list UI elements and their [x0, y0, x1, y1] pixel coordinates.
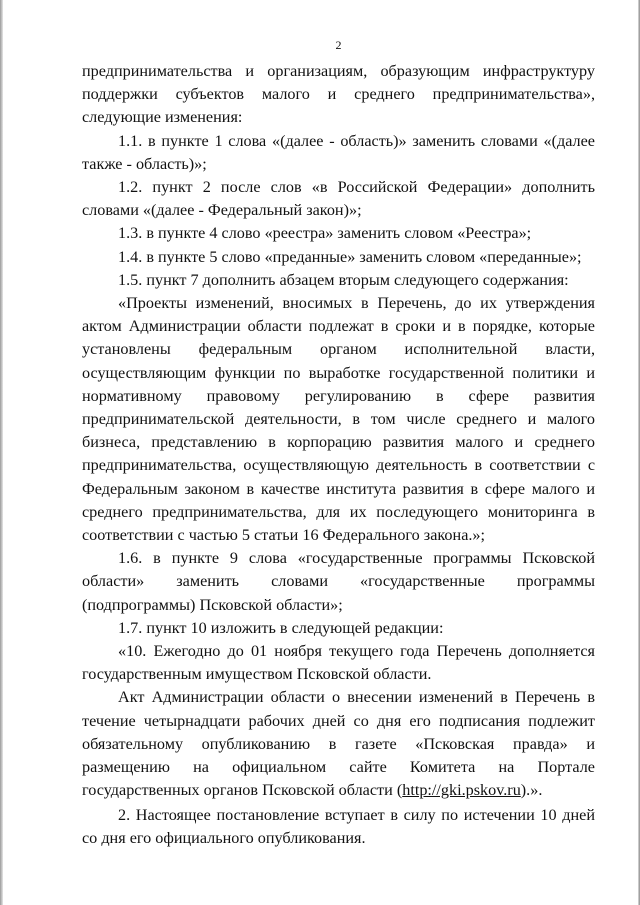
document-page	[82, 38, 595, 850]
page-number: 2	[335, 38, 342, 52]
item-1-6: 1.6. в пункте 9 слова «государственные программы Псковской области» заменить словами «государственные программы (подпрограммы) Псковской области»;	[82, 549, 595, 614]
item-1-5-quote: «Проекты изменений, вносимых в Перечень, до их утверждения актом Администрации области подлежат в сроки и в порядке, которые установлены федеральным органом исполнительной власти, осуществляющим функции по выработке государственной политики и нормативному правовому регулированию в сфере развития предпринимательской деятельности, в том числе среднего и малого бизнеса, представлению в корпорацию развития малого и среднего предпринимательства, осуществляющую деятельность в соответствии с Федеральным законом в качестве института развития в сфере малого и среднего предпринимательства, для их последующего мониторинга в соответствии с частью 5 статьи 16 Федерального закона.»;	[82, 294, 595, 545]
act-text-end: ).».	[520, 781, 543, 800]
item-1-5: 1.5. пункт 7 дополнить абзацем вторым следующего содержания:	[118, 270, 569, 289]
act-text: Акт Администрации области о внесении изменений в Перечень в течение четырнадцати рабочих дней со дня его подписания подлежит обязательному опубликованию в газете «Псковская правда» и размещению на официальном сайте Комитета на Портале государственных органов Псковской области (	[82, 688, 595, 800]
item-1-7-quote: «10. Ежегодно до 01 ноября текущего года Перечень дополняется государственным имуществом Псковской области.	[82, 642, 595, 684]
item-1-1: 1.1. в пункте 1 слова «(далее - область)» заменить словами «(далее также - область)»;	[82, 131, 595, 173]
scan-left-edge	[0, 0, 3, 905]
intro-paragraph: предпринимательства и организациям, образующим инфраструктуру поддержки субъектов малого и среднего предпринимательства», следующие изменения:	[82, 62, 595, 127]
portal-link[interactable]: http://gki.pskov.ru	[402, 781, 521, 800]
item-1-7: 1.7. пункт 10 изложить в следующей редакции:	[118, 618, 444, 637]
item-2: 2. Настоящее постановление вступает в силу по истечении 10 дней со дня его официального опубликования.	[82, 805, 595, 847]
act-paragraph	[82, 686, 595, 802]
item-1-4: 1.4. в пункте 5 слово «преданные» заменить словом «переданные»;	[118, 247, 582, 266]
item-1-3: 1.3. в пункте 4 слово «реестра» заменить словом «Реестра»;	[118, 224, 532, 243]
item-1-2: 1.2. пункт 2 после слов «в Российской Федерации» дополнить словами «(далее - Федеральный закон)»;	[82, 178, 595, 220]
